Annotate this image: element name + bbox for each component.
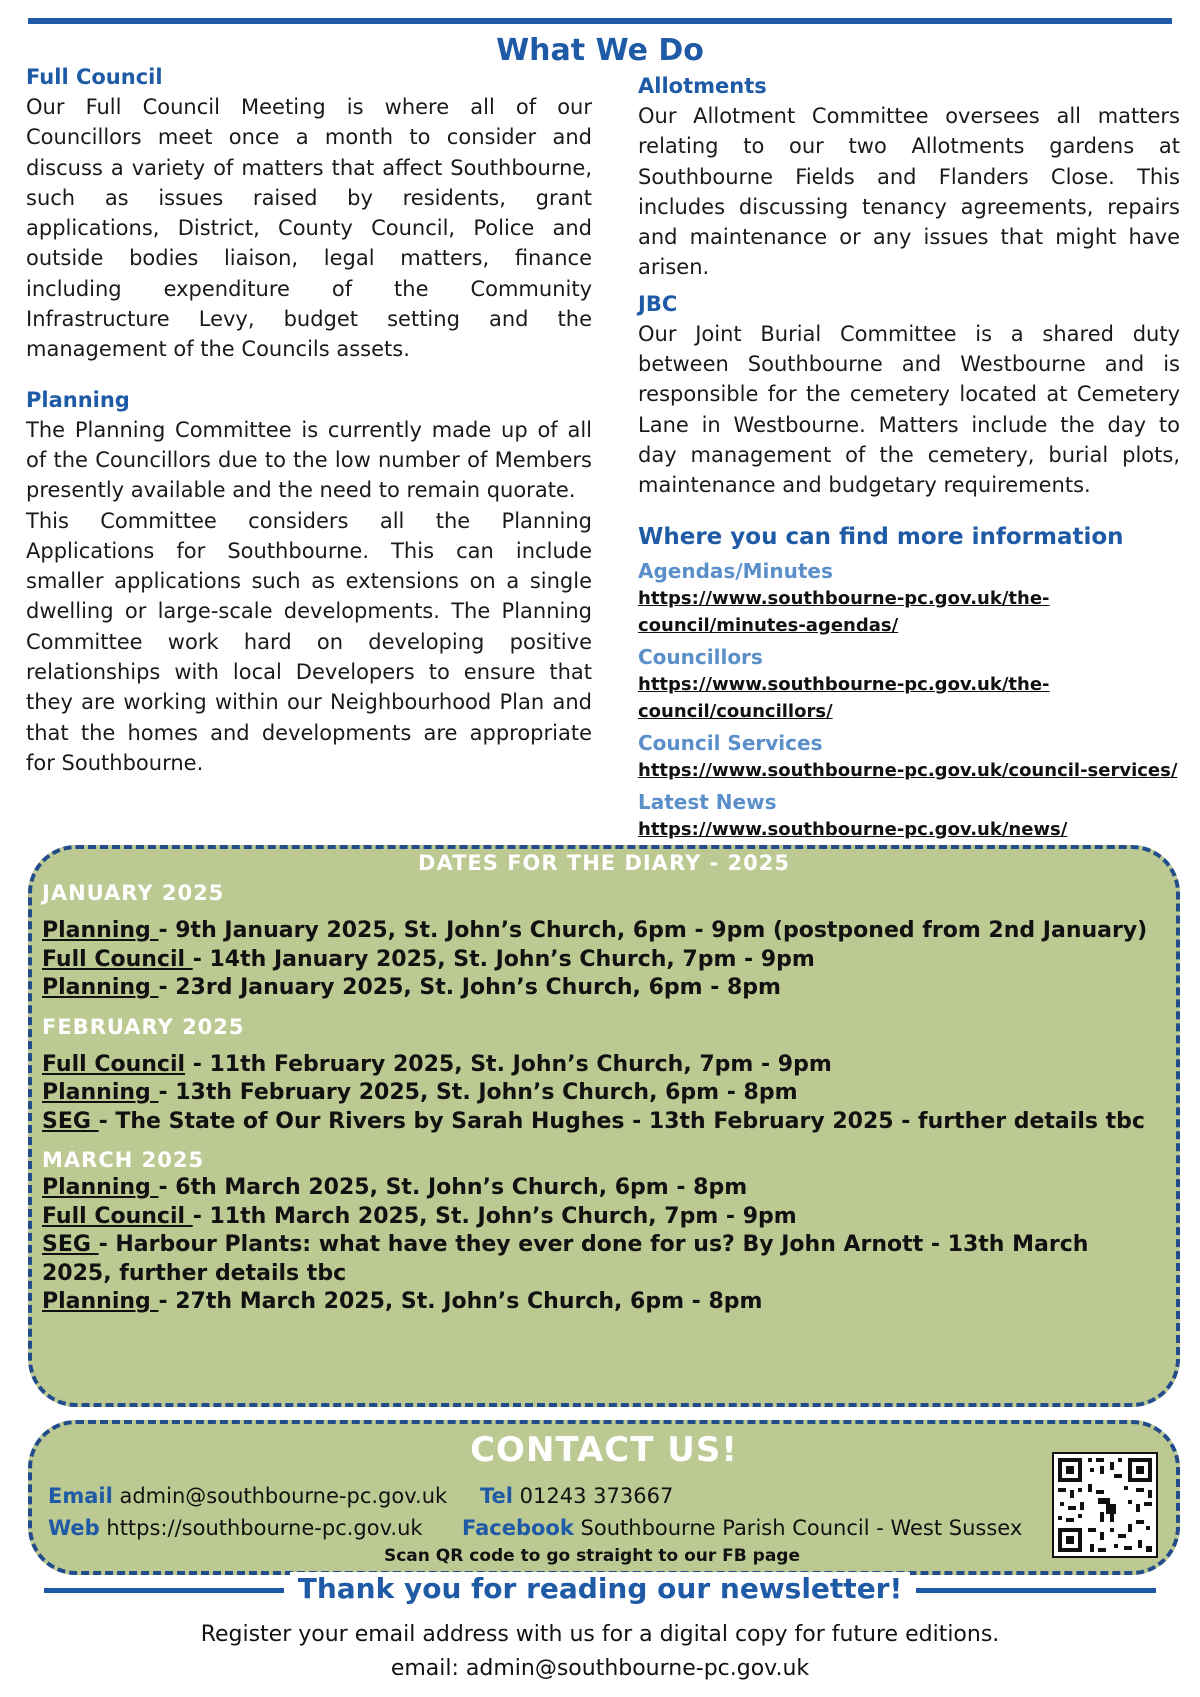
facebook-label: Facebook — [462, 1516, 574, 1540]
diary-event — [42, 1288, 1152, 1317]
right-column — [638, 71, 1180, 843]
web-value[interactable]: https://southbourne-pc.gov.uk — [106, 1516, 423, 1540]
email-label: Email — [48, 1484, 113, 1508]
section-heading: Planning — [26, 387, 130, 412]
section-paragraph: This Committee considers all the Planning Applications for Southbourne. This can include smaller applications such as extensions on a single dwelling or large-scale developments. The Planning Committee work hard on developing positive relationships with local Developers to ensure that they are working within our Neighbourhood Plan and that the homes and developments are appropriate for Southbourne. — [26, 508, 592, 775]
section-paragraph: Our Full Council Meeting is where all of our Councillors meet once a month to consider and discuss a variety of matters that affect Southbourne, such as issues raised by residents, grant applications, District, County Council, Police and outside bodies liaison, legal matters, finance including expenditure of the Community Infrastructure Levy, budget setting and the management of the Councils assets. — [26, 95, 592, 362]
diary-event — [42, 1051, 1152, 1080]
event-detail: - 27th March 2025, St. John’s Church, 6pm - 8pm — [158, 1289, 763, 1314]
tel-value[interactable]: 01243 373667 — [519, 1484, 674, 1508]
contact-tel — [480, 1484, 673, 1508]
event-label: Planning — [42, 1175, 159, 1200]
tel-label: Tel — [480, 1484, 513, 1508]
more-info — [638, 521, 1180, 843]
contact-box — [28, 1420, 1180, 1575]
event-label: Full Council — [42, 946, 193, 972]
register-email: email: admin@southbourne-pc.gov.uk — [390, 1656, 810, 1681]
section-planning — [26, 385, 592, 779]
event-detail: - 11th February 2025, St. John’s Church, 7pm - 9pm — [185, 1051, 832, 1077]
event-detail: - 6th March 2025, St. John’s Church, 6pm - 8pm — [158, 1175, 748, 1200]
diary-title: DATES FOR THE DIARY - 2025 — [418, 851, 790, 875]
facebook-value[interactable]: Southbourne Parish Council - West Sussex — [580, 1516, 1023, 1540]
event-detail: - 9th January 2025, St. John’s Church, 6pm - 9pm (postponed from 2nd January) — [158, 918, 1148, 943]
diary-event — [42, 974, 1152, 1003]
contact-title: CONTACT US! — [470, 1430, 738, 1470]
event-detail: - 13th February 2025, St. John’s Church, 6pm - 8pm — [158, 1080, 798, 1105]
left-column — [26, 62, 592, 778]
section-heading: Allotments — [638, 74, 767, 98]
event-detail: - Harbour Plants: what have they ever done for us? By John Arnott - 13th March 2025, further details tbc — [42, 1232, 1089, 1286]
diary-list — [42, 879, 1152, 1317]
section-jbc — [638, 289, 1180, 501]
section-heading: Full Council — [26, 65, 163, 89]
thanks-text: Thank you for reading our newsletter! — [290, 1572, 911, 1605]
top-rule — [28, 18, 1172, 24]
info-label-councillors: Councillors — [638, 644, 763, 669]
register-text: Register your email address with us for a digital copy for future editions. — [200, 1622, 1000, 1647]
event-label: Planning — [42, 1289, 159, 1314]
event-label: Planning — [42, 975, 159, 1000]
contact-facebook — [462, 1516, 1022, 1540]
agendas-minutes-link[interactable]: https://www.southbourne-pc.gov.uk/the-council/minutes-agendas/ — [638, 587, 1050, 636]
register-note — [0, 1618, 1200, 1686]
thanks-heading — [0, 1572, 1200, 1605]
event-detail: - 23rd January 2025, St. John’s Church, 6pm - 8pm — [158, 975, 781, 1000]
diary-event — [42, 917, 1152, 946]
section-allotments — [638, 71, 1180, 283]
section-paragraph: Our Allotment Committee oversees all matters relating to our two Allotments gardens at Southbourne Fields and Flanders Close. This includes discussing tenancy agreements, repairs and maintenance or any issues that might have arisen. — [638, 104, 1180, 280]
web-label: Web — [48, 1516, 100, 1540]
section-full-council — [26, 62, 592, 365]
section-paragraph: Our Joint Burial Committee is a shared duty between Southbourne and Westbourne and is responsible for the cemetery located at Cemetery Lane in Westbourne. Matters include the day to day management of the cemetery, burial plots, maintenance and budgetary requirements. — [638, 321, 1180, 498]
info-label-agendas: Agendas/Minutes — [638, 558, 833, 583]
info-label-services: Council Services — [638, 730, 823, 755]
diary-event — [42, 1203, 1152, 1232]
diary-event — [42, 1079, 1152, 1108]
event-label: Planning — [42, 1080, 159, 1105]
section-heading: JBC — [638, 291, 678, 316]
event-label: SEG — [42, 1232, 99, 1257]
page-title: What We Do — [496, 33, 704, 68]
qr-note: Scan QR code to go straight to our FB page — [383, 1546, 801, 1566]
diary-event — [42, 1231, 1152, 1288]
qr-code[interactable] — [1052, 1452, 1158, 1558]
event-label: Planning — [42, 918, 159, 943]
more-info-heading: Where you can find more information — [638, 523, 1124, 550]
event-label: SEG — [42, 1108, 99, 1134]
contact-web — [48, 1516, 423, 1540]
diary-event — [42, 946, 1152, 975]
latest-news-link[interactable]: https://www.southbourne-pc.gov.uk/news/ — [638, 818, 1068, 840]
event-detail: - The State of Our Rivers by Sarah Hughes - 13th February 2025 - further details tbc — [98, 1108, 1145, 1134]
month-heading: JANUARY 2025 — [42, 881, 225, 905]
section-paragraph: The Planning Committee is currently made up of all of the Councillors due to the low number of Members presently available and the need to remain quorate. — [26, 417, 592, 503]
qr-code-icon — [1054, 1454, 1156, 1556]
info-label-news: Latest News — [638, 789, 777, 814]
diary-event — [42, 1174, 1152, 1203]
council-services-link[interactable]: https://www.southbourne-pc.gov.uk/council-services/ — [638, 759, 1178, 781]
event-detail: - 14th January 2025, St. John’s Church, 7pm - 9pm — [192, 946, 815, 972]
event-detail: - 11th March 2025, St. John’s Church, 7pm - 9pm — [192, 1203, 797, 1229]
event-label: Full Council — [42, 1203, 193, 1229]
councillors-link[interactable]: https://www.southbourne-pc.gov.uk/the-council/councillors/ — [638, 673, 1050, 722]
month-heading: FEBRUARY 2025 — [42, 1014, 245, 1039]
contact-email — [48, 1484, 447, 1508]
diary-box — [28, 845, 1180, 1407]
email-value[interactable]: admin@southbourne-pc.gov.uk — [119, 1484, 448, 1508]
diary-event — [42, 1108, 1152, 1137]
event-label: Full Council — [42, 1051, 186, 1077]
month-heading: MARCH 2025 — [42, 1148, 205, 1172]
